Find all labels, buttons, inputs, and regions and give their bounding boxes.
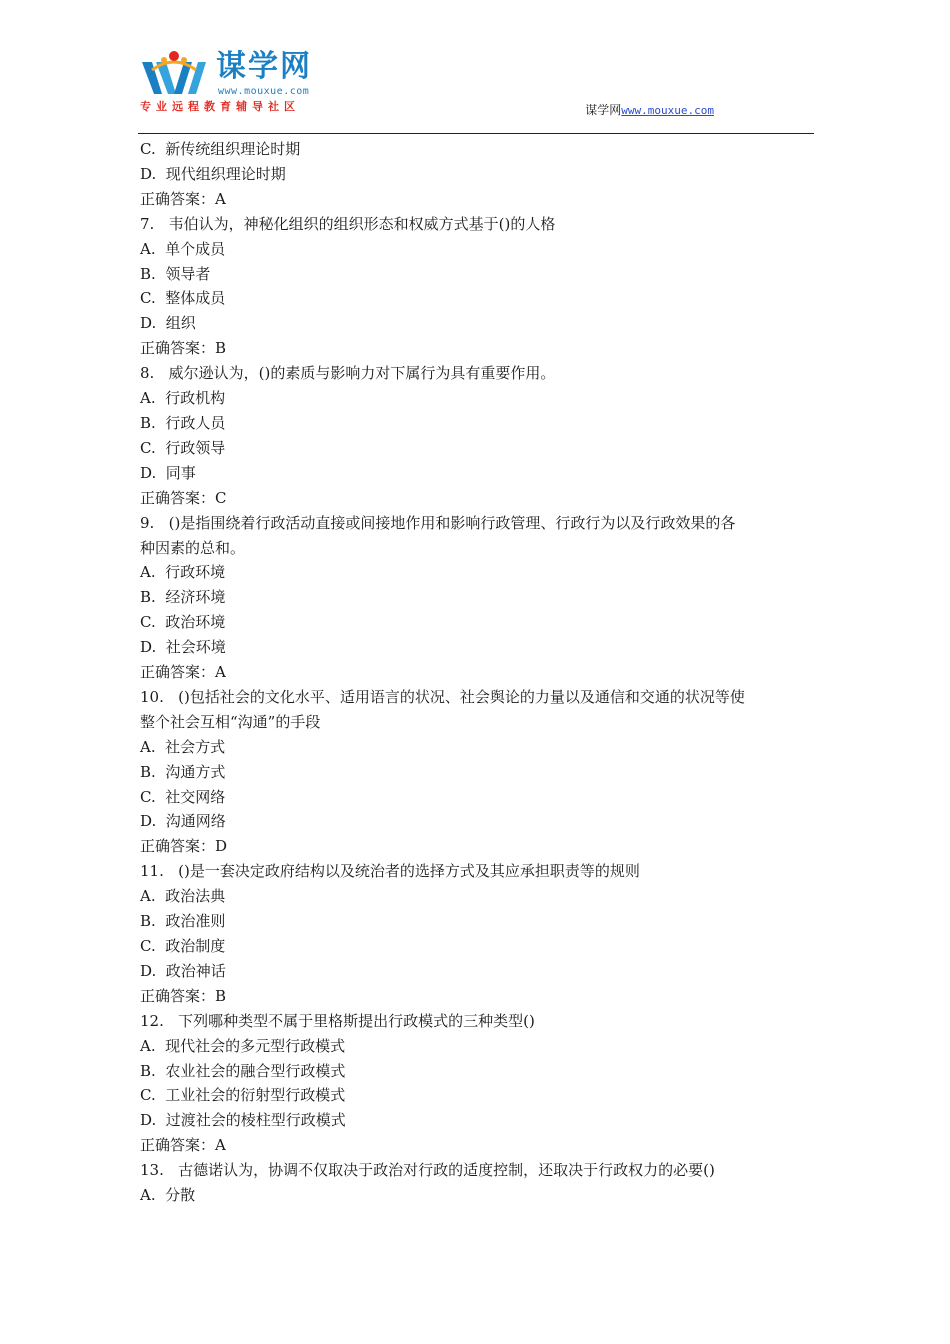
text-line: A. 现代社会的多元型行政模式 [140, 1036, 346, 1055]
site-url-link[interactable]: www.mouxue.com [621, 104, 714, 117]
text-line: A. 行政环境 [140, 563, 226, 582]
text-line: D. 社会环境 [140, 638, 226, 657]
text-line: 7. 韦伯认为，神秘化组织的组织形态和权威方式基于()的人格 [140, 214, 556, 233]
text-line: A. 行政机构 [140, 389, 226, 408]
text-line: B. 经济环境 [140, 588, 226, 607]
text-line: C. 政治环境 [140, 613, 226, 632]
text-line: C. 政治制度 [140, 937, 226, 955]
text-line: C. 新传统组织理论时期 [140, 140, 301, 158]
text-line: B. 领导者 [140, 264, 211, 283]
text-line: B. 政治准则 [140, 912, 226, 931]
text-line: C. 行政领导 [140, 438, 226, 457]
text-line: A. 社会方式 [140, 737, 226, 756]
text-line: D. 政治神话 [140, 961, 226, 980]
site-label [585, 102, 714, 119]
logo-slogan: 专业远程教育辅导社区 [140, 100, 300, 113]
text-line: A. 分散 [140, 1186, 196, 1205]
answer-line: 正确答案：A [140, 189, 226, 208]
answer-line: 正确答案：B [140, 339, 227, 358]
text-line: 9. ()是指围绕着行政活动直接或间接地作用和影响行政管理、行政行为以及行政效果的各 [140, 513, 736, 532]
text-line: D. 同事 [140, 463, 196, 482]
text-line: D. 现代组织理论时期 [140, 164, 286, 183]
answer-line: 正确答案：A [140, 663, 226, 682]
header-divider [138, 133, 814, 134]
text-line: A. 政治法典 [140, 887, 226, 906]
logo-name: 谋学网 [216, 49, 312, 84]
site-name: 谋学网 [585, 103, 622, 117]
logo-domain: www.mouxue.com [218, 86, 310, 97]
text-line: 12. 下列哪种类型不属于里格斯提出行政模式的三种类型() [140, 1011, 535, 1030]
text-line: D. 过渡社会的棱柱型行政模式 [140, 1111, 346, 1130]
text-line: 种因素的总和。 [140, 538, 246, 557]
answer-line: 正确答案：C [140, 488, 227, 507]
answer-line: 正确答案：A [140, 1136, 226, 1155]
text-line: 13. 古德诺认为，协调不仅取决于政治对行政的适度控制，还取决于行政权力的必要() [140, 1161, 715, 1180]
text-line: C. 社交网络 [140, 787, 226, 806]
text-line: 整个社会互相“沟通”的手段 [140, 712, 321, 731]
text-line: D. 沟通网络 [140, 812, 226, 831]
mouxue-logo [138, 42, 338, 122]
text-line: B. 沟通方式 [140, 762, 226, 781]
question-list [140, 137, 816, 1208]
answer-line: 正确答案：D [140, 837, 228, 856]
text-line: D. 组织 [140, 314, 196, 333]
logo-mark-icon [138, 48, 210, 100]
text-line: 10. ()包括社会的文化水平、适用语言的状况、社会舆论的力量以及通信和交通的状况等使 [140, 687, 745, 706]
page-header [138, 40, 814, 134]
text-line: C. 整体成员 [140, 289, 226, 308]
text-line: 11. ()是一套决定政府结构以及统治者的选择方式及其应承担职责等的规则 [140, 862, 640, 881]
answer-line: 正确答案：B [140, 986, 227, 1005]
text-line: B. 农业社会的融合型行政模式 [140, 1061, 346, 1080]
text-line: B. 行政人员 [140, 413, 226, 432]
text-line: 8. 威尔逊认为，()的素质与影响力对下属行为具有重要作用。 [140, 364, 556, 383]
text-line: C. 工业社会的衍射型行政模式 [140, 1086, 346, 1105]
text-line: A. 单个成员 [140, 239, 226, 258]
